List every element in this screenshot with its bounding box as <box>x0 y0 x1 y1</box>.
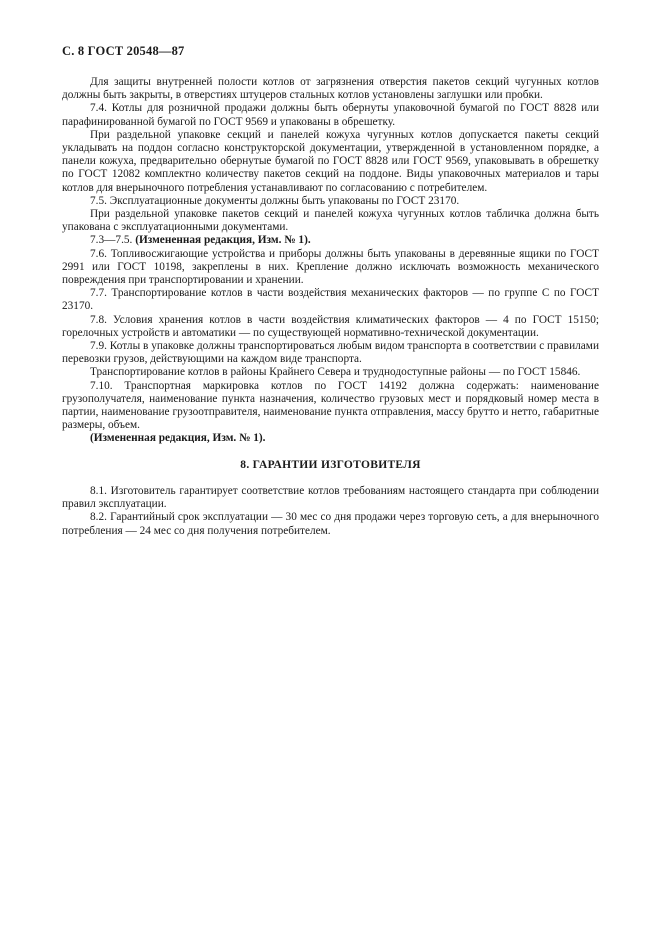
paragraph-text: Для защиты внутренней полости котлов от загрязнения отверстия пакетов секций чугунных котлов должны быть закрыты, в отверстиях штуцеров стальных котлов установлены заглушки или пробки. <box>62 76 599 102</box>
paragraph-text: 8.2. Гарантийный срок эксплуатации — 30 мес со дня продажи через торговую сеть, а для внерыночного потребления — 24 мес со дня получения потребителем. <box>62 511 599 537</box>
page-content <box>62 76 599 538</box>
paragraph-text: 7.9. Котлы в упаковке должны транспортироваться любым видом транспорта в соответствии с правилами перевозки грузов, действующими на каждом виде транспорта. <box>62 340 599 366</box>
paragraph-text: 7.3—7.5. <box>90 234 136 247</box>
paragraph-text: 7.7. Транспортирование котлов в части воздействия механических факторов — по группе С по ГОСТ 23170. <box>62 287 599 313</box>
paragraph-text: При раздельной упаковке пакетов секций и панелей кожуха чугунных котлов табличка должна быть упакована с эксплуатационными документами. <box>62 208 599 234</box>
paragraph <box>62 76 599 102</box>
paragraph-text: 8.1. Изготовитель гарантирует соответствие котлов требованиям настоящего стандарта при соблюдении правил эксплуатации. <box>62 484 599 511</box>
paragraph <box>62 340 599 366</box>
paragraph <box>62 195 599 208</box>
paragraph <box>62 511 599 537</box>
paragraph <box>62 234 599 247</box>
amendment-note: (Измененная редакция, Изм. № 1). <box>135 234 311 247</box>
paragraph <box>62 485 599 511</box>
paragraph <box>62 208 599 234</box>
section-7-continuation <box>62 76 599 446</box>
paragraph <box>62 102 599 128</box>
paragraph-text: При раздельной упаковке секций и панелей кожуха чугунных котлов допускается пакеты секций укладывать на поддон согласно конструкторской документации, утвержденной в установленном порядке, а панели кожуха, предварительно обернутые бумагой по ГОСТ 8828 или ГОСТ 9569, упаковывать в обрешетку по ГОСТ 12082 комплектно количеству пакетов секций на поддоне. Виды упаковочных материалов и тары котлов для внерыночного потребления устанавливают по согласованию с потребителем. <box>62 128 599 194</box>
section-8-title: 8. ГАРАНТИИ ИЗГОТОВИТЕЛЯ <box>240 458 421 471</box>
section-8-body <box>62 485 599 538</box>
paragraph-text: 7.4. Котлы для розничной продажи должны быть обернуты упаковочной бумагой по ГОСТ 8828 или парафинированной бумагой по ГОСТ 9569 и упакованы в обрешетку. <box>62 102 599 128</box>
paragraph <box>62 432 599 445</box>
paragraph-text: 7.10. Транспортная маркировка котлов по ГОСТ 14192 должна содержать: наименование грузополучателя, наименование пункта назначения, количество грузовых мест и порядковый номер места в партии, наименование грузоотправителя, наименование пункта отправления, массу брутто и нетто, габаритные размеры, объем. <box>62 379 599 432</box>
running-header: С. 8 ГОСТ 20548—87 <box>62 44 185 58</box>
paragraph <box>62 380 599 433</box>
paragraph-text: 7.8. Условия хранения котлов в части воздействия климатических факторов — 4 по ГОСТ 15150; горелочных устройств и автоматики — по существующей нормативно-технической документации. <box>62 313 599 339</box>
paragraph <box>62 287 599 313</box>
paragraph <box>62 366 599 379</box>
paragraph-text: 7.5. Эксплуатационные документы должны быть упакованы по ГОСТ 23170. <box>90 194 460 207</box>
paragraph-text: 7.6. Топливосжигающие устройства и приборы должны быть упакованы в деревянные ящики по ГОСТ 2991 или ГОСТ 10198, закреплены в них. Крепление должно исключать возможность механического повреждения при транспортировании и хранении. <box>62 247 599 287</box>
paragraph <box>62 314 599 340</box>
amendment-note: (Измененная редакция, Изм. № 1). <box>90 432 266 445</box>
paragraph-text: Транспортирование котлов в районы Крайнего Севера и труднодоступные районы — по ГОСТ 15846. <box>90 366 581 379</box>
paragraph <box>62 129 599 195</box>
paragraph <box>62 248 599 288</box>
